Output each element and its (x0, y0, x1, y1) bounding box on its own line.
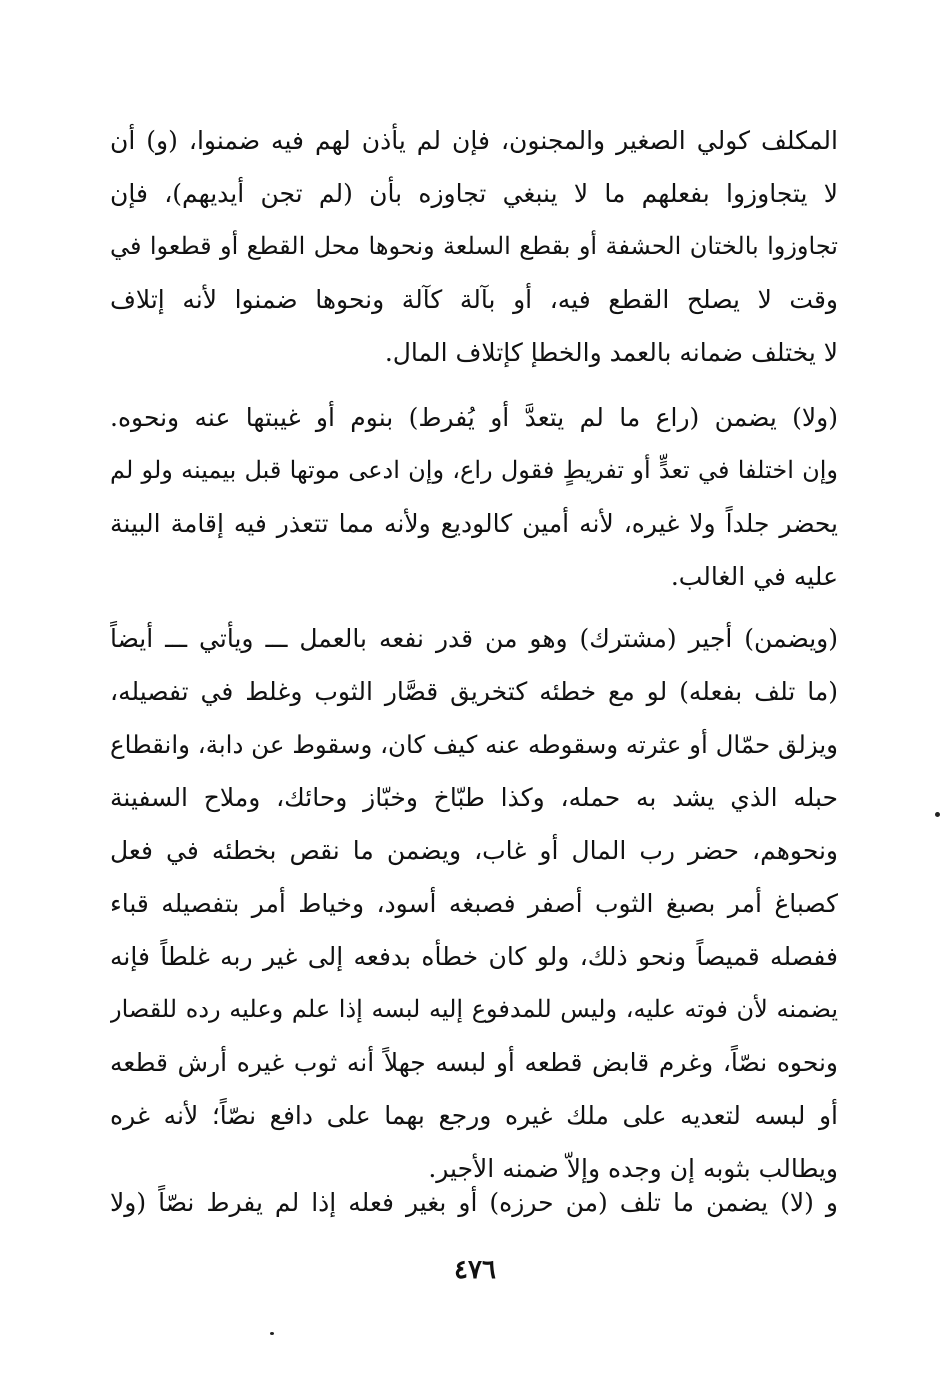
text-line: وإن اختلفا في تعدٍّ أو تفريطٍ فقول راع، وإن ادعى موتها قبل بيمينه ولو لم (110, 456, 838, 484)
text-line: ويزلق حمّال أو عثرته وسقوطه عنه كيف كان، وسقوط عن دابة، وانقطاع (110, 730, 838, 759)
text-line: كصباغ أمر بصبغ الثوب أصفر فصبغه أسود، وخياط أمر بتفصيله قباء (110, 889, 838, 918)
page-number: ٤٧٦ (454, 1255, 496, 1285)
text-line: ويطالب بثوبه إن وجده وإلاّ ضمنه الأجير. (428, 1154, 838, 1183)
paragraph-2 (110, 391, 838, 603)
paragraph-3 (110, 612, 838, 1195)
text-line: تجاوزوا بالختان الحشفة أو بقطع السلعة ونحوها محل القطع أو قطعوا في (110, 232, 838, 260)
paragraph-1 (110, 114, 838, 379)
text-line: وقت لا يصلح القطع فيه، أو بآلة كآلة ونحوها ضمنوا لأنه إتلاف (110, 285, 838, 314)
scan-speck (270, 1332, 274, 1335)
text-line: يحضر جلداً ولا غيره، لأنه أمين كالوديع ولأنه مما تتعذر فيه إقامة البينة (110, 509, 838, 538)
text-line: ونحوهم، حضر رب المال أو غاب، ويضمن ما نقص بخطئه في فعل (110, 836, 838, 865)
text-line: لا يختلف ضمانه بالعمد والخطإ كإتلاف المال. (384, 338, 838, 367)
text-line: عليه في الغالب. (670, 562, 838, 591)
text-line: و (لا) يضمن ما تلف (من حرزه) أو بغير فعله إذا لم يفرط نصّاً (ولا (110, 1188, 838, 1217)
scan-speck (935, 812, 940, 817)
text-line: يضمنه لأن فوته عليه، وليس للمدفوع إليه لبسه إذا علم وعليه رده للقصار (110, 995, 838, 1023)
text-line: لا يتجاوزوا بفعلهم ما لا ينبغي تجاوزه بأن (لم تجن أيديهم)، فإن (110, 179, 838, 208)
text-line: (ولا) يضمن (راع ما لم يتعدَّ أو يُفرط) بنوم أو غيبتها عنه ونحوه. (110, 403, 838, 432)
text-line: حبله الذي يشد به حمله، وكذا طبّاخ وخبّاز وحائك، وملاح السفينة (110, 783, 838, 812)
paragraph-4 (110, 1176, 838, 1229)
text-line: المكلف كولي الصغير والمجنون، فإن لم يأذن لهم فيه ضمنوا، (و) أن (110, 126, 838, 155)
text-line: أو لبسه لتعديه على ملك غيره ورجع بهما على دافع نصّاً؛ لأنه غره (110, 1101, 838, 1130)
text-line: (ويضمن) أجير (مشترك) وهو من قدر نفعه بالعمل ـــ ويأتي ـــ أيضاً (110, 624, 838, 653)
text-line: ففصله قميصاً ونحو ذلك، ولو كان خطأه بدفعه إلى غير ربه غلطاً فإنه (110, 942, 838, 971)
text-line: ونحوه نصّاً، وغرم قابض قطعه أو لبسه جهلاً أنه ثوب غيره أرش قطعه (110, 1048, 838, 1077)
text-line: (ما تلف بفعله) لو مع خطئه كتخريق قصَّار الثوب وغلط في تفصيله، (110, 677, 838, 706)
